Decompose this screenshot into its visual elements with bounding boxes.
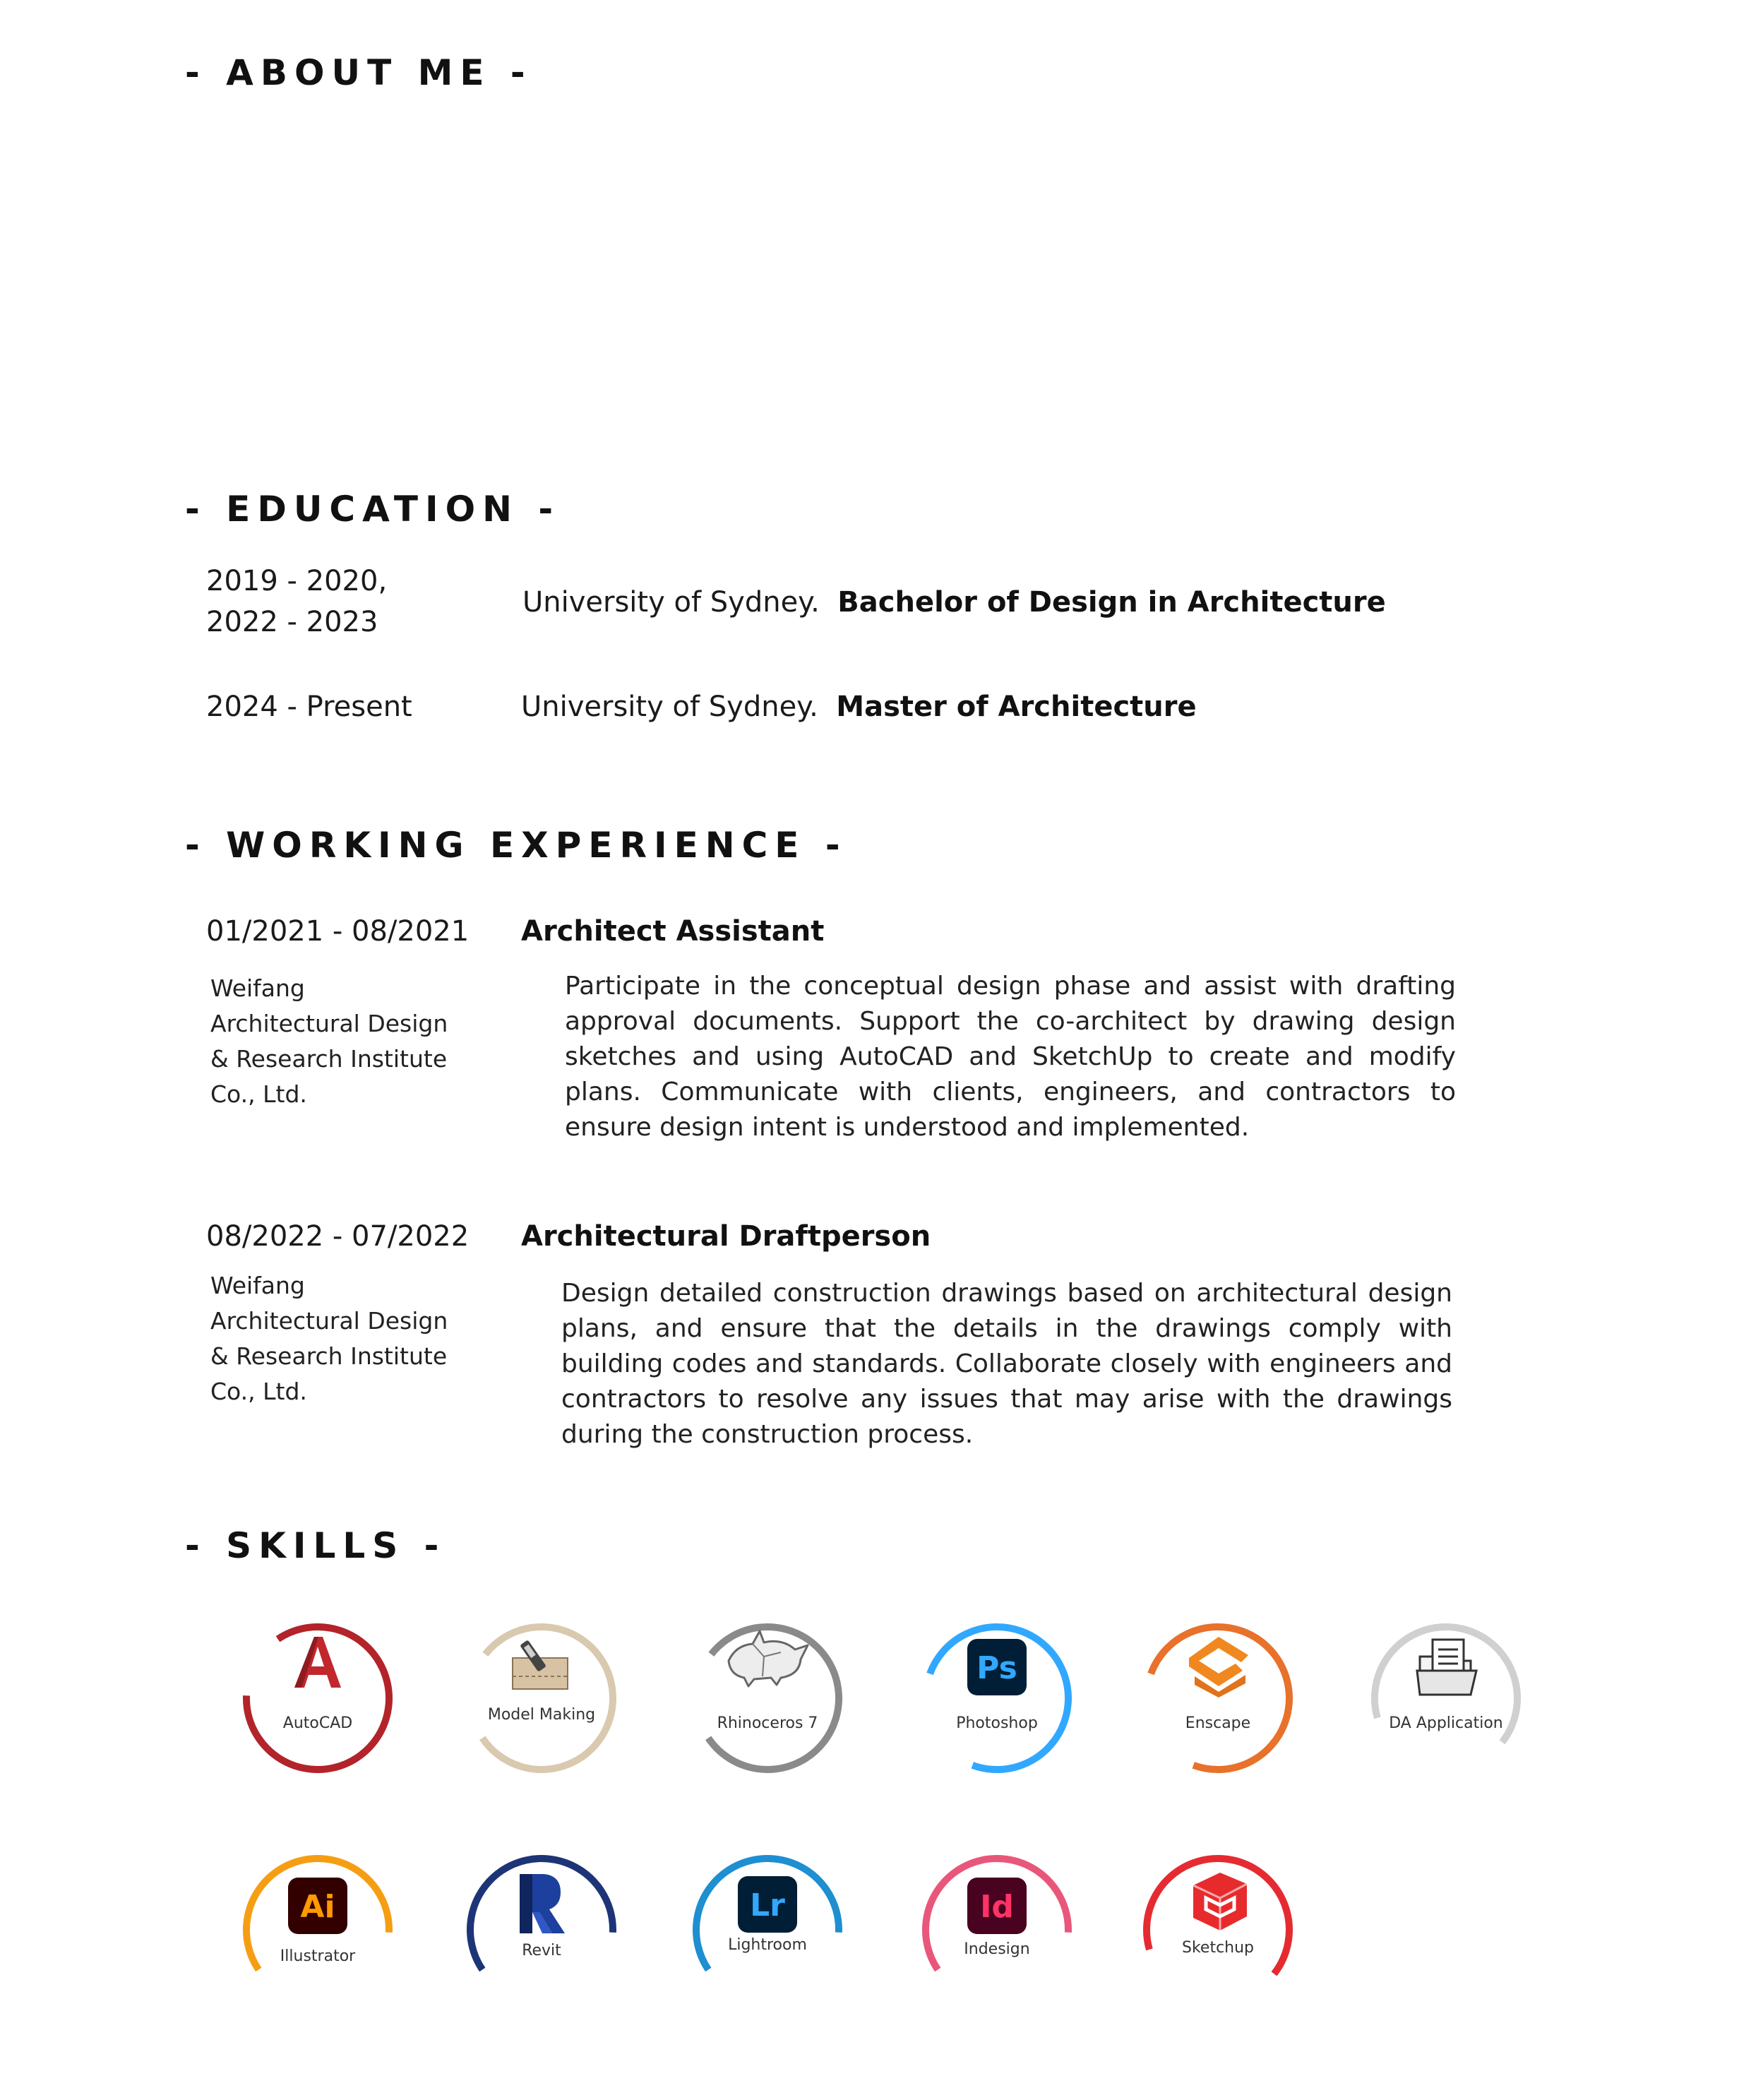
education-date-1b: 2022 - 2023	[206, 606, 378, 638]
skill-badge-illustrator	[237, 1849, 399, 2011]
education-school-2: University of Sydney.	[521, 691, 818, 723]
skill-label: AutoCAD	[282, 1714, 353, 1732]
skill-label: Indesign	[964, 1940, 1030, 1958]
skill-label: Model Making	[487, 1706, 596, 1724]
skill-label: Photoshop	[956, 1714, 1038, 1732]
company-line: Weifang	[210, 974, 305, 1002]
skill-badge-model-making	[460, 1617, 623, 1779]
svg-text:Lr: Lr	[750, 1887, 785, 1923]
education-degree-1: Bachelor of Design in Architecture	[837, 586, 1386, 619]
company-line: & Research Institute	[210, 1342, 448, 1370]
svg-text:Id: Id	[980, 1889, 1014, 1925]
company-line: & Research Institute	[210, 1045, 448, 1073]
job-date-2: 08/2022 - 07/2022	[206, 1220, 470, 1253]
education-school-1: University of Sydney.	[522, 586, 820, 619]
company-line: Architectural Design	[210, 1307, 448, 1335]
svg-text:Ai: Ai	[300, 1889, 335, 1925]
skill-label: Rhinoceros 7	[717, 1714, 818, 1732]
company-line: Co., Ltd.	[210, 1080, 307, 1108]
job-title-1: Architect Assistant	[521, 915, 825, 948]
skill-badge-revit	[460, 1849, 623, 2011]
skill-label: Lightroom	[728, 1936, 807, 1954]
job-company-1	[210, 971, 479, 1112]
skill-badge-enscape	[1137, 1617, 1299, 1779]
education-entry-1	[522, 586, 1386, 619]
skill-label: Illustrator	[280, 1947, 356, 1965]
skills-heading: - SKILLS -	[185, 1525, 446, 1566]
skill-badge-indesign	[916, 1849, 1078, 2011]
education-date-2: 2024 - Present	[206, 691, 412, 723]
skill-label: Enscape	[1185, 1714, 1251, 1732]
company-line: Architectural Design	[210, 1010, 448, 1037]
job-company-2	[210, 1268, 479, 1409]
skill-badge-sketchup	[1137, 1849, 1299, 2011]
skill-badge-da-application	[1365, 1617, 1527, 1779]
working-experience-heading: - WORKING EXPERIENCE -	[185, 825, 847, 866]
svg-text:Ps: Ps	[976, 1650, 1017, 1686]
company-line: Weifang	[210, 1272, 305, 1299]
education-date-1a: 2019 - 2020,	[206, 565, 388, 597]
skill-badge-rhinoceros-7	[686, 1617, 849, 1779]
job-description-1: Participate in the conceptual design phase and assist with drafting approval documents. Support the co-architect by drawing design sketches and using AutoCAD and SketchUp to create and modify plans. Communicate with clients, engineers, and contractors to ensure design intent is understood and implemented.	[565, 972, 1456, 1142]
job-description-2: Design detailed construction drawings based on architectural design plans, and ensure that the details in the drawings comply with building codes and standards. Collaborate closely with engineers and contractors to resolve any issues that may arise with the drawings during the construction process.	[561, 1279, 1452, 1449]
job-title-2: Architectural Draftperson	[521, 1220, 931, 1253]
skill-label: Sketchup	[1181, 1939, 1255, 1957]
education-heading: - EDUCATION -	[185, 489, 561, 530]
education-entry-2	[521, 691, 1197, 723]
job-date-1: 01/2021 - 08/2021	[206, 915, 470, 948]
skill-label: DA Application	[1389, 1714, 1503, 1732]
about-me-heading: - ABOUT ME -	[185, 52, 532, 93]
skill-badge-autocad	[237, 1617, 399, 1779]
skill-label: Revit	[522, 1942, 561, 1959]
skill-badge-lightroom	[686, 1849, 849, 2011]
company-line: Co., Ltd.	[210, 1378, 307, 1405]
education-degree-2: Master of Architecture	[836, 691, 1197, 723]
skill-badge-photoshop	[916, 1617, 1078, 1779]
